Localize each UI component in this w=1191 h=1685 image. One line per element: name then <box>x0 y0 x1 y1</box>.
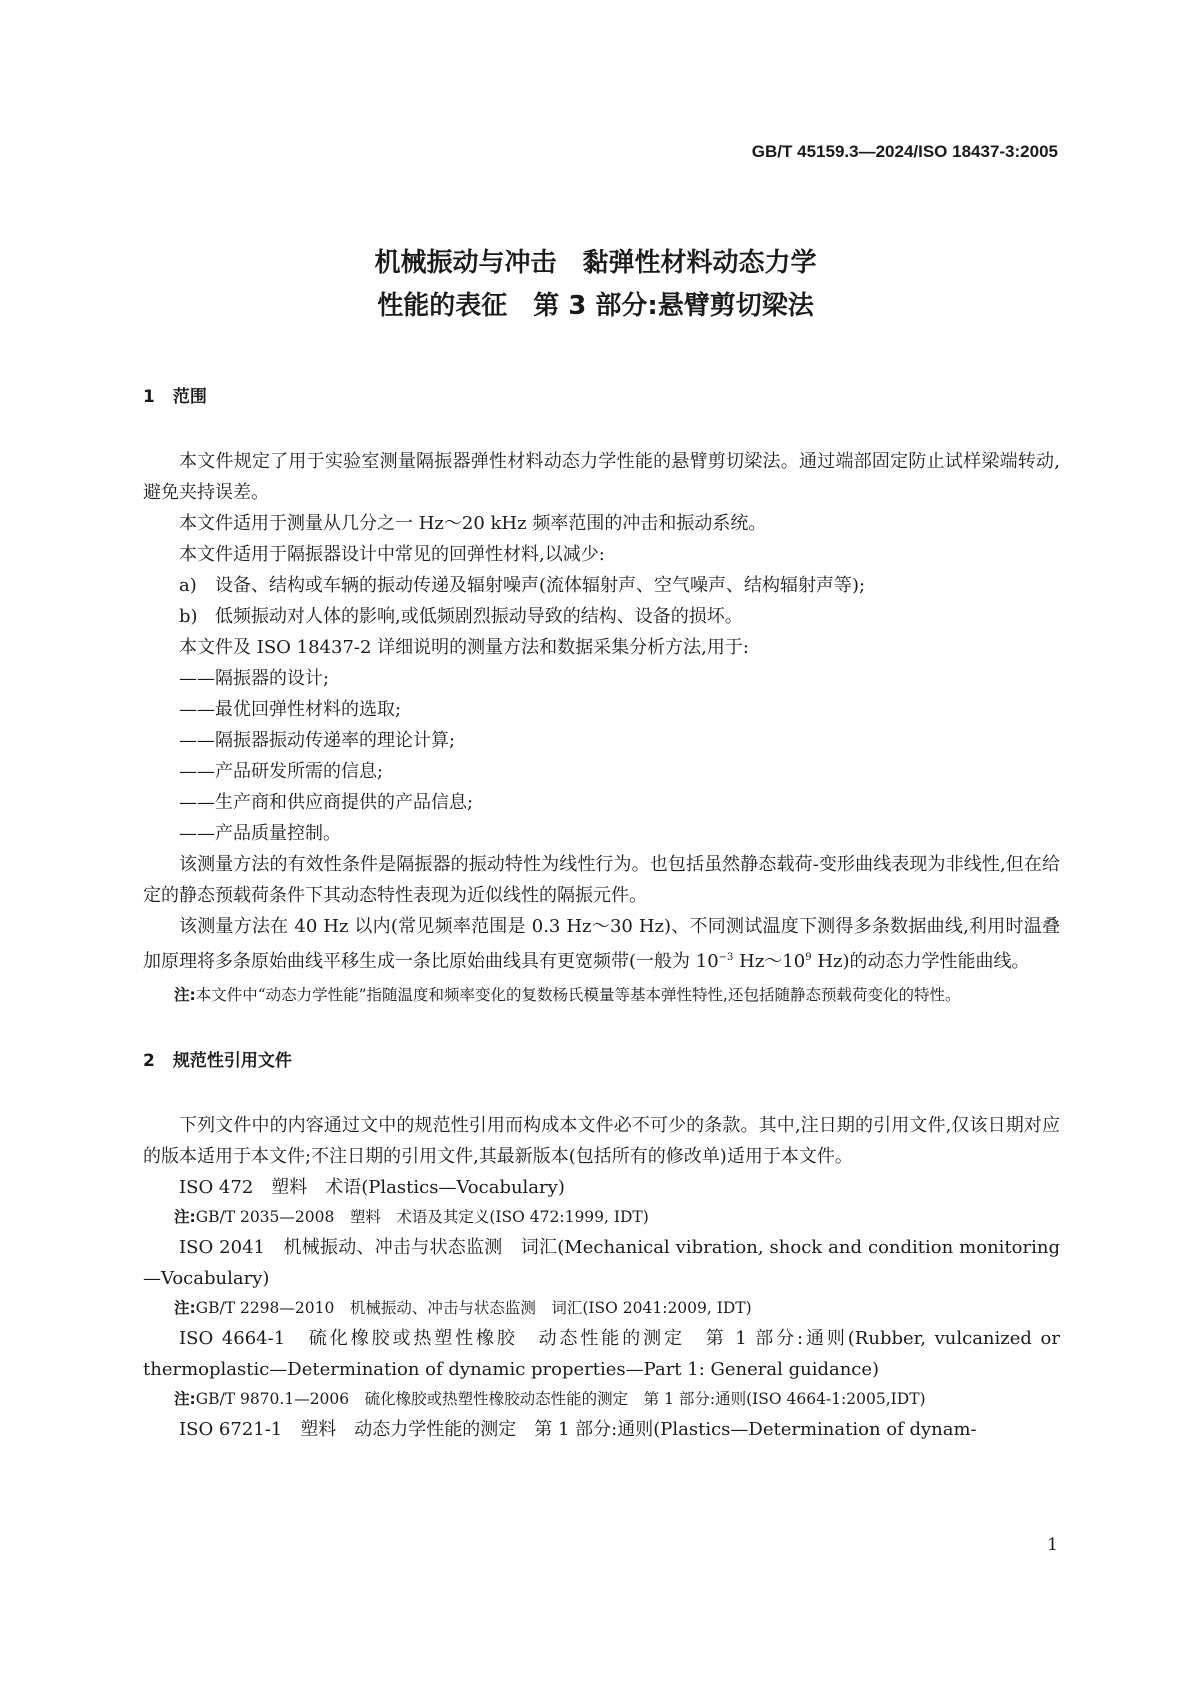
dash-item: ——生产商和供应商提供的产品信息; <box>179 792 474 813</box>
list-text: 低频振动对人体的影响,或低频剧烈振动导致的结构、设备的损坏。 <box>215 606 743 627</box>
list-label: b) <box>179 606 198 627</box>
exponent: 9 <box>805 952 812 963</box>
paragraph: 本文件规定了用于实验室测量隔振器弹性材料动态力学性能的悬臂剪切梁法。通过端部固定防止试样梁端转动,避免夹持误差。 <box>143 451 1060 503</box>
note-text: GB/T 2035—2008 塑料 术语及其定义(ISO 472:1999, IDT) <box>195 1208 649 1226</box>
title-line-1: 机械振动与冲击 黏弹性材料动态力学 <box>374 248 817 278</box>
list-item <box>143 570 1060 601</box>
paragraph: 下列文件中的内容通过文中的规范性引用而构成本文件必不可少的条款。其中,注日期的引用文件,仅该日期对应的版本适用于本文件;不注日期的引用文件,其最新版本(包括所有的修改单)适用于本文件。 <box>143 1115 1060 1167</box>
exponent: −3 <box>718 952 734 963</box>
section-title: 范围 <box>172 387 207 407</box>
dash-item: ——产品质量控制。 <box>179 823 341 844</box>
standard-number-header: GB/T 45159.3—2024/ISO 18437-3:2005 <box>751 142 1058 161</box>
reference: ISO 6721-1 塑料 动态力学性能的测定 第 1 部分:通则(Plastics—Determination of dynam- <box>179 1419 977 1440</box>
paragraph: 本文件适用于隔振器设计中常见的回弹性材料,以减少: <box>179 544 605 565</box>
page-number: 1 <box>1047 1535 1058 1555</box>
note-label: 注: <box>174 986 196 1004</box>
list-label: a) <box>179 575 197 596</box>
dash-item: ——隔振器的设计; <box>179 668 330 689</box>
document-body <box>143 382 1060 1445</box>
paragraph: 本文件适用于测量从几分之一 Hz～20 kHz 频率范围的冲击和振动系统。 <box>179 513 767 534</box>
note <box>143 1385 1060 1414</box>
section-number: 1 <box>143 387 155 407</box>
reference: ISO 4664-1 硫化橡胶或热塑性橡胶 动态性能的测定 第 1 部分:通则(Rubber, vulcanized or thermoplastic—Determination of dynamic properties—Part 1: General guidance) <box>143 1328 1060 1380</box>
note-label: 注: <box>174 1299 196 1317</box>
paragraph: 本文件及 ISO 18437-2 详细说明的测量方法和数据采集分析方法,用于: <box>179 637 749 658</box>
note-text: GB/T 9870.1—2006 硫化橡胶或热塑性橡胶动态性能的测定 第 1 部分:通则(ISO 4664-1:2005,IDT) <box>195 1390 926 1408</box>
note <box>143 1294 1060 1323</box>
section-number: 2 <box>143 1051 155 1071</box>
dash-item: ——最优回弹性材料的选取; <box>179 699 402 720</box>
note-text: GB/T 2298—2010 机械振动、冲击与状态监测 词汇(ISO 2041:2009, IDT) <box>195 1299 752 1317</box>
document-title <box>0 242 1191 328</box>
section-2-heading <box>143 1046 1060 1077</box>
list-item <box>143 601 1060 632</box>
text: Hz～10 <box>733 951 806 972</box>
note <box>143 1203 1060 1232</box>
text: Hz)的动态力学性能曲线。 <box>811 951 1030 972</box>
note <box>143 981 1060 1010</box>
title-line-2: 性能的表征 第 3 部分:悬臂剪切梁法 <box>377 291 814 321</box>
section-1-heading <box>143 382 1060 413</box>
note-label: 注: <box>174 1208 196 1226</box>
dash-item: ——产品研发所需的信息; <box>179 761 384 782</box>
list-text: 设备、结构或车辆的振动传递及辐射噪声(流体辐射声、空气噪声、结构辐射声等); <box>215 575 866 596</box>
reference: ISO 2041 机械振动、冲击与状态监测 词汇(Mechanical vibration, shock and condition monitoring—Vocabulary) <box>143 1237 1060 1289</box>
note-text: 本文件中“动态力学性能”指随温度和频率变化的复数杨氏模量等基本弹性特性,还包括随静态预载荷变化的特性。 <box>195 986 961 1004</box>
section-title: 规范性引用文件 <box>172 1051 292 1071</box>
note-label: 注: <box>174 1390 196 1408</box>
dash-item: ——隔振器振动传递率的理论计算; <box>179 730 456 751</box>
text: 该测量方法在 40 Hz 以内(常见频率范围是 0.3 Hz～30 Hz)、不同测试温度下测得多条数据曲线,利用时温叠加原理将多条原始曲线平移生成一条比原始曲线具有更宽频带(一般为 10 <box>143 916 1060 972</box>
reference: ISO 472 塑料 术语(Plastics—Vocabulary) <box>179 1177 565 1198</box>
paragraph: 该测量方法的有效性条件是隔振器的振动特性为线性行为。也包括虽然静态载荷-变形曲线表现为非线性,但在给定的静态预载荷条件下其动态特性表现为近似线性的隔振元件。 <box>143 854 1060 906</box>
paragraph <box>143 911 1060 977</box>
